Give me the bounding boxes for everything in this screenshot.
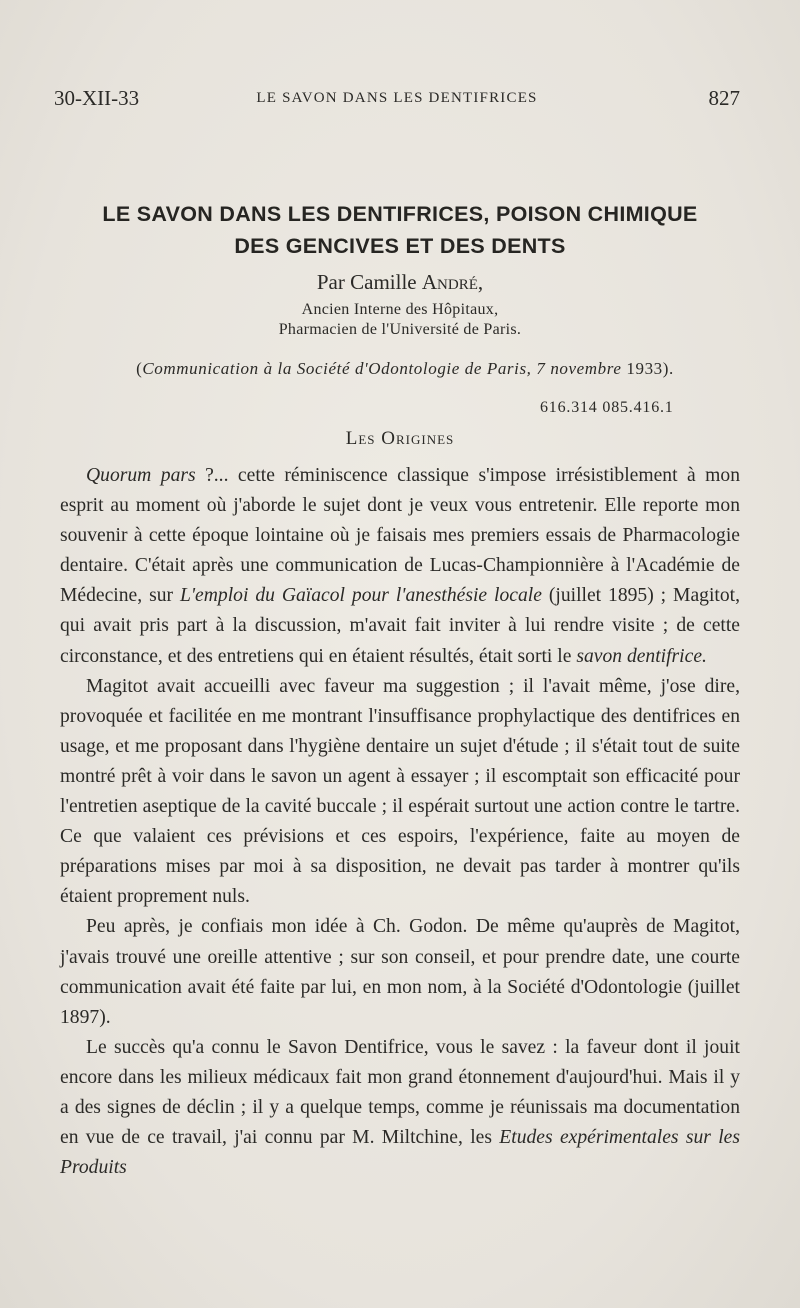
article-title: [50, 198, 750, 262]
communication-open: (: [136, 359, 143, 378]
page-number: 827: [708, 86, 740, 110]
running-title: LE SAVON DANS LES DENTIFRICES: [256, 90, 538, 106]
p1-work-title: L'emploi du Gaïacol pour l'anesthésie locale: [179, 585, 542, 607]
byline-prefix: Par Camille: [316, 270, 422, 294]
author-affiliation-1: Ancien Interne des Hôpitaux,: [301, 301, 499, 318]
communication-note: [50, 359, 760, 379]
paragraph-2: Magitot avait accueilli avec faveur ma suggestion ; il l'avait même, j'ose dire, provoquée et facilitée en me montrant l'insuffisance prophylactique des dentifrices en usage, et me proposant dans l'hygiène dentaire un sujet d'étude ; il s'était tout de suite montré prêt à voir dans le savon un agent à essayer ; il escomptait son efficacité pour l'entretien aseptique de la cavité buccale ; il espérait surtout une action contre le tartre. Ce que valaient ces prévisions et ces espoirs, l'expérience, faite au moyen de préparations mises par moi à sa disposition, ne devait pas tarder à montrer qu'ils étaient proprement nuls.: [60, 675, 740, 908]
p4-work-title: Etudes expérimentales sur les Produits: [60, 1127, 740, 1179]
communication-text: Communication à la Société d'Odontologie de Paris, 7 novembre: [142, 359, 622, 378]
p1-term: savon dentifrice.: [576, 645, 707, 667]
paragraph-4: [60, 1033, 740, 1183]
paragraph-3: Peu après, je confiais mon idée à Ch. Godon. De même qu'auprès de Magitot, j'avais trouvé une oreille attentive ; sur son conseil, et pour prendre date, une courte communication avait été faite par lui, en mon nom, à la Société d'Odontologie (juillet 1897).: [60, 916, 740, 1028]
running-head: [54, 86, 740, 116]
p1-text-a: ?... cette réminiscence classique s'impose irrésistiblement à mon esprit au moment où j'aborde le sujet dont je veux vous entretenir. Elle reporte mon souvenir à cette époque lointaine où je faisais mes premiers essais de Pharmacologie dentaire. C'était après une communication de Lucas-Championnière à l'Académie de Médecine, sur: [60, 465, 740, 607]
issue-date: 30-XII-33: [54, 86, 140, 110]
author-affiliation-2: Pharmacien de l'Université de Paris.: [278, 321, 522, 338]
p4-text: Le succès qu'a connu le Savon Dentifrice, vous le savez : la faveur dont il jouit encore dans les milieux médicaux fait mon grand étonnement d'aujourd'hui. Mais il y a des signes de déclin ; il y a quelque temps, comme je réunissais ma documentation en vue de ce travail, j'ai connu par M. Miltchine, les: [60, 1036, 740, 1149]
classification-code: 616.314 085.416.1: [540, 399, 674, 416]
p1-text-b: (juillet 1895) ; Magitot, qui avait pris part à la discussion, m'avait fait inviter à lui rendre visite ; de cette circonstance, et des entretiens qui en étaient résultés, était sorti le: [60, 585, 740, 667]
p1-latin-phrase: Quorum pars: [86, 465, 196, 486]
author-name: André,: [421, 270, 484, 294]
author-byline: [50, 270, 750, 295]
section-heading: Les Origines: [345, 428, 455, 449]
article-body: [60, 461, 740, 1183]
communication-year: 1933).: [621, 359, 674, 378]
article-title-line-1: LE SAVON DANS LES DENTIFRICES, POISON CHIMIQUE: [102, 202, 698, 226]
article-title-line-2: DES GENCIVES ET DES DENTS: [234, 234, 566, 258]
paragraph-1: [60, 461, 740, 672]
